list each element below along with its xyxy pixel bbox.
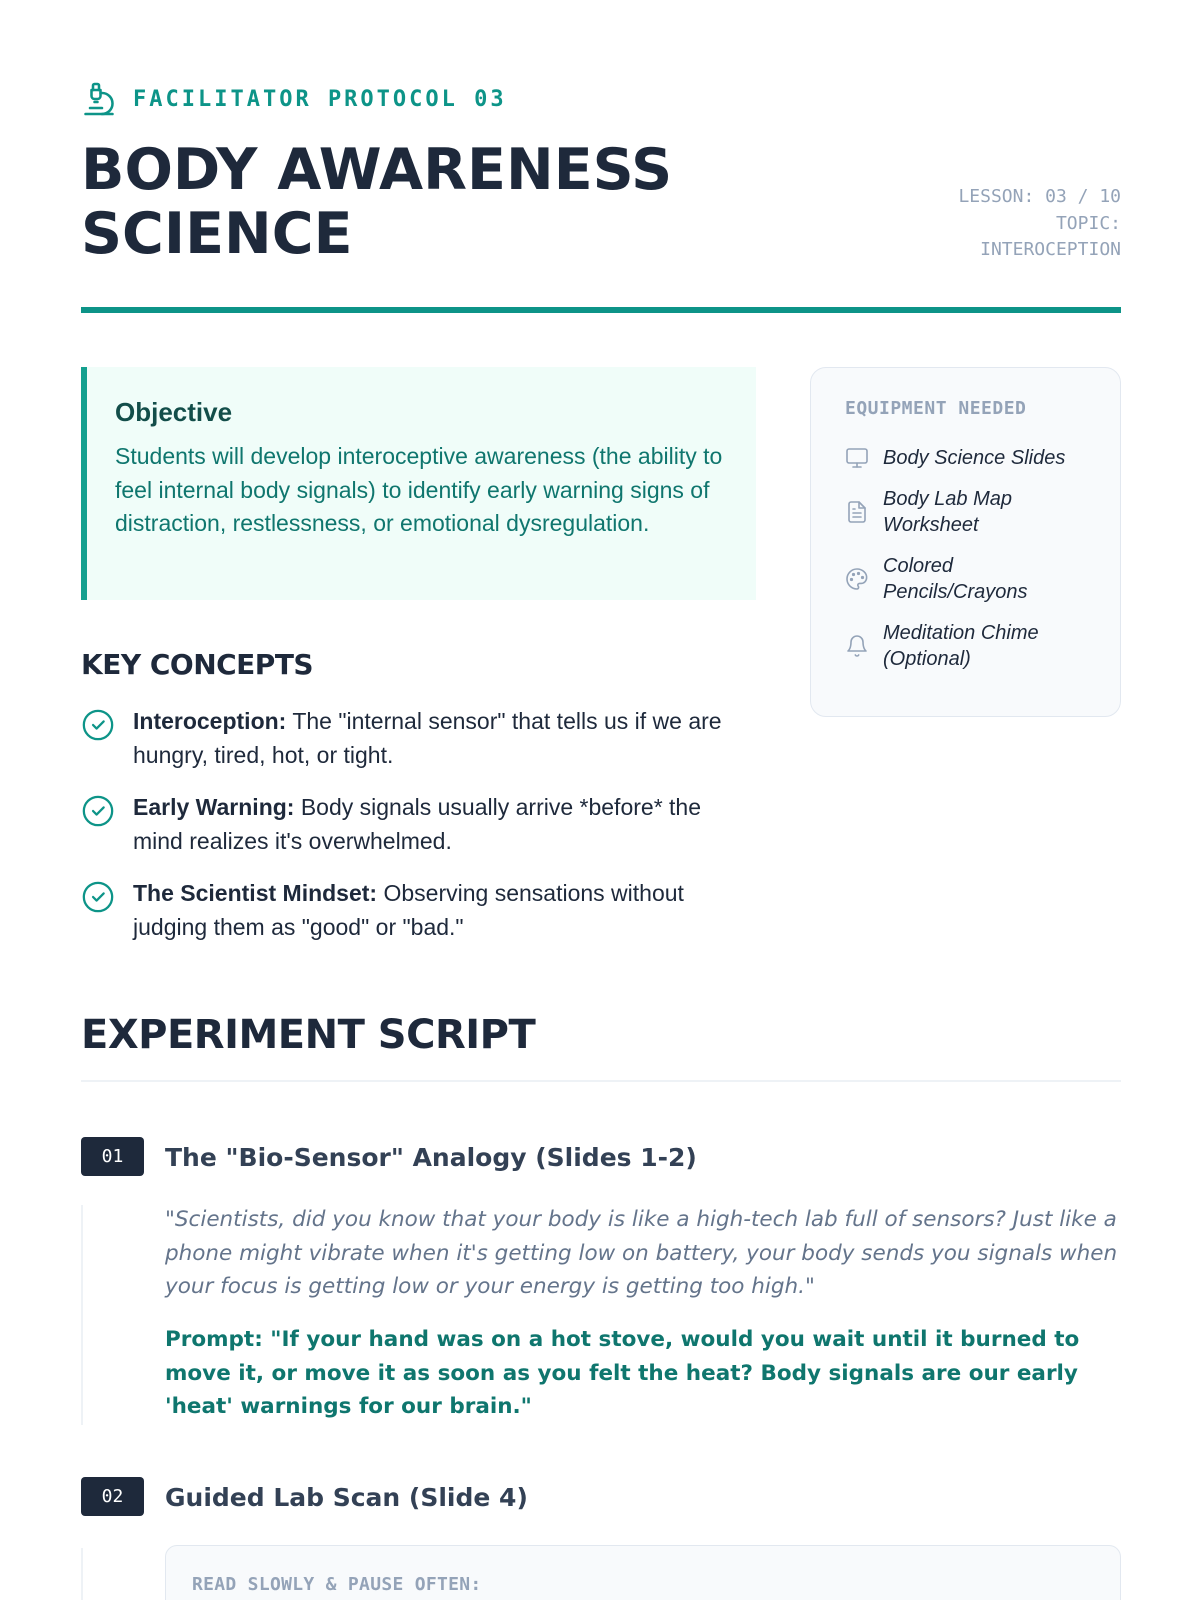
- equipment-label: Colored Pencils/Crayons: [883, 554, 1028, 603]
- step-number-badge: 02: [81, 1477, 144, 1516]
- microscope-icon: [81, 80, 117, 118]
- document-icon: [845, 500, 869, 524]
- check-circle-icon: [81, 880, 115, 914]
- eyebrow: [81, 80, 507, 118]
- topic-label: TOPIC:: [1055, 212, 1121, 234]
- key-concepts-list: [81, 705, 756, 963]
- page: [81, 0, 1121, 1600]
- concept-term: Interoception:: [133, 708, 287, 734]
- step-connector: [81, 1205, 83, 1425]
- objective-heading: Objective: [115, 397, 233, 427]
- equipment-list: [845, 445, 1086, 673]
- step-number-badge: 01: [81, 1137, 144, 1176]
- read-aloud-box: [165, 1545, 1121, 1600]
- page-title: [81, 138, 672, 266]
- equipment-heading: EQUIPMENT NEEDED: [845, 398, 1027, 419]
- header-divider: [81, 307, 1121, 313]
- read-aloud-heading: READ SLOWLY & PAUSE OFTEN:: [192, 1574, 482, 1595]
- concept-text: [133, 791, 756, 858]
- concept-item: [81, 877, 756, 944]
- concept-item: [81, 705, 756, 772]
- page-title-line-2: SCIENCE: [81, 201, 353, 267]
- check-circle-icon: [81, 708, 115, 742]
- concept-description: The "internal sensor" that tells us if we are hungry, tired, hot, or tight.: [133, 708, 722, 768]
- step-prompt: Prompt: "If your hand was on a hot stove, would you wait until it burned to move it, or move it as soon as you felt the heat? Body signals are our early 'heat' warnings for our brain.": [165, 1327, 1080, 1419]
- lesson-meta: [921, 184, 1121, 264]
- equipment-item: [845, 445, 1086, 472]
- concept-description: Observing sensations without judging them as "good" or "bad.": [133, 880, 684, 940]
- experiment-divider: [81, 1080, 1121, 1082]
- equipment-label: Body Science Slides: [883, 447, 1066, 469]
- equipment-item: [845, 486, 1086, 539]
- equipment-card: [810, 367, 1121, 717]
- concept-text: [133, 705, 756, 772]
- concept-item: [81, 791, 756, 858]
- concept-term: The Scientist Mindset:: [133, 880, 378, 906]
- concept-term: Early Warning:: [133, 794, 295, 820]
- concept-text: [133, 877, 756, 944]
- objective-callout: [81, 367, 756, 600]
- step-connector: [81, 1548, 83, 1600]
- bell-icon: [845, 634, 869, 658]
- concept-description: Body signals usually arrive *before* the mind realizes it's overwhelmed.: [133, 794, 702, 854]
- protocol-label: FACILITATOR PROTOCOL 03: [133, 86, 507, 112]
- lesson-number: LESSON: 03 / 10: [958, 186, 1121, 207]
- objective-text: Students will develop interoceptive awareness (the ability to feel internal body signals) to identify early warning signs of distraction, restlessness, or emotional dysregulation.: [115, 443, 723, 536]
- equipment-label: Meditation Chime (Optional): [883, 621, 1039, 670]
- step-title: The "Bio-Sensor" Analogy (Slides 1-2): [165, 1143, 697, 1172]
- equipment-item: [845, 620, 1086, 673]
- step-script-quote: "Scientists, did you know that your body is like a high-tech lab full of sensors? Just like a phone might vibrate when it's getting low on battery, your body sends you signals when your focus is getting low or your energy is getting too high.": [165, 1207, 1118, 1299]
- experiment-heading: EXPERIMENT SCRIPT: [81, 1012, 536, 1058]
- topic-value: INTEROCEPTION: [980, 239, 1121, 260]
- equipment-label: Body Lab Map Worksheet: [883, 487, 1012, 536]
- palette-icon: [845, 567, 869, 591]
- step-title: Guided Lab Scan (Slide 4): [165, 1483, 528, 1512]
- key-concepts-heading: KEY CONCEPTS: [81, 648, 314, 681]
- equipment-item: [845, 553, 1086, 606]
- monitor-icon: [845, 446, 869, 470]
- check-circle-icon: [81, 794, 115, 828]
- page-title-line-1: BODY AWARENESS: [81, 137, 673, 203]
